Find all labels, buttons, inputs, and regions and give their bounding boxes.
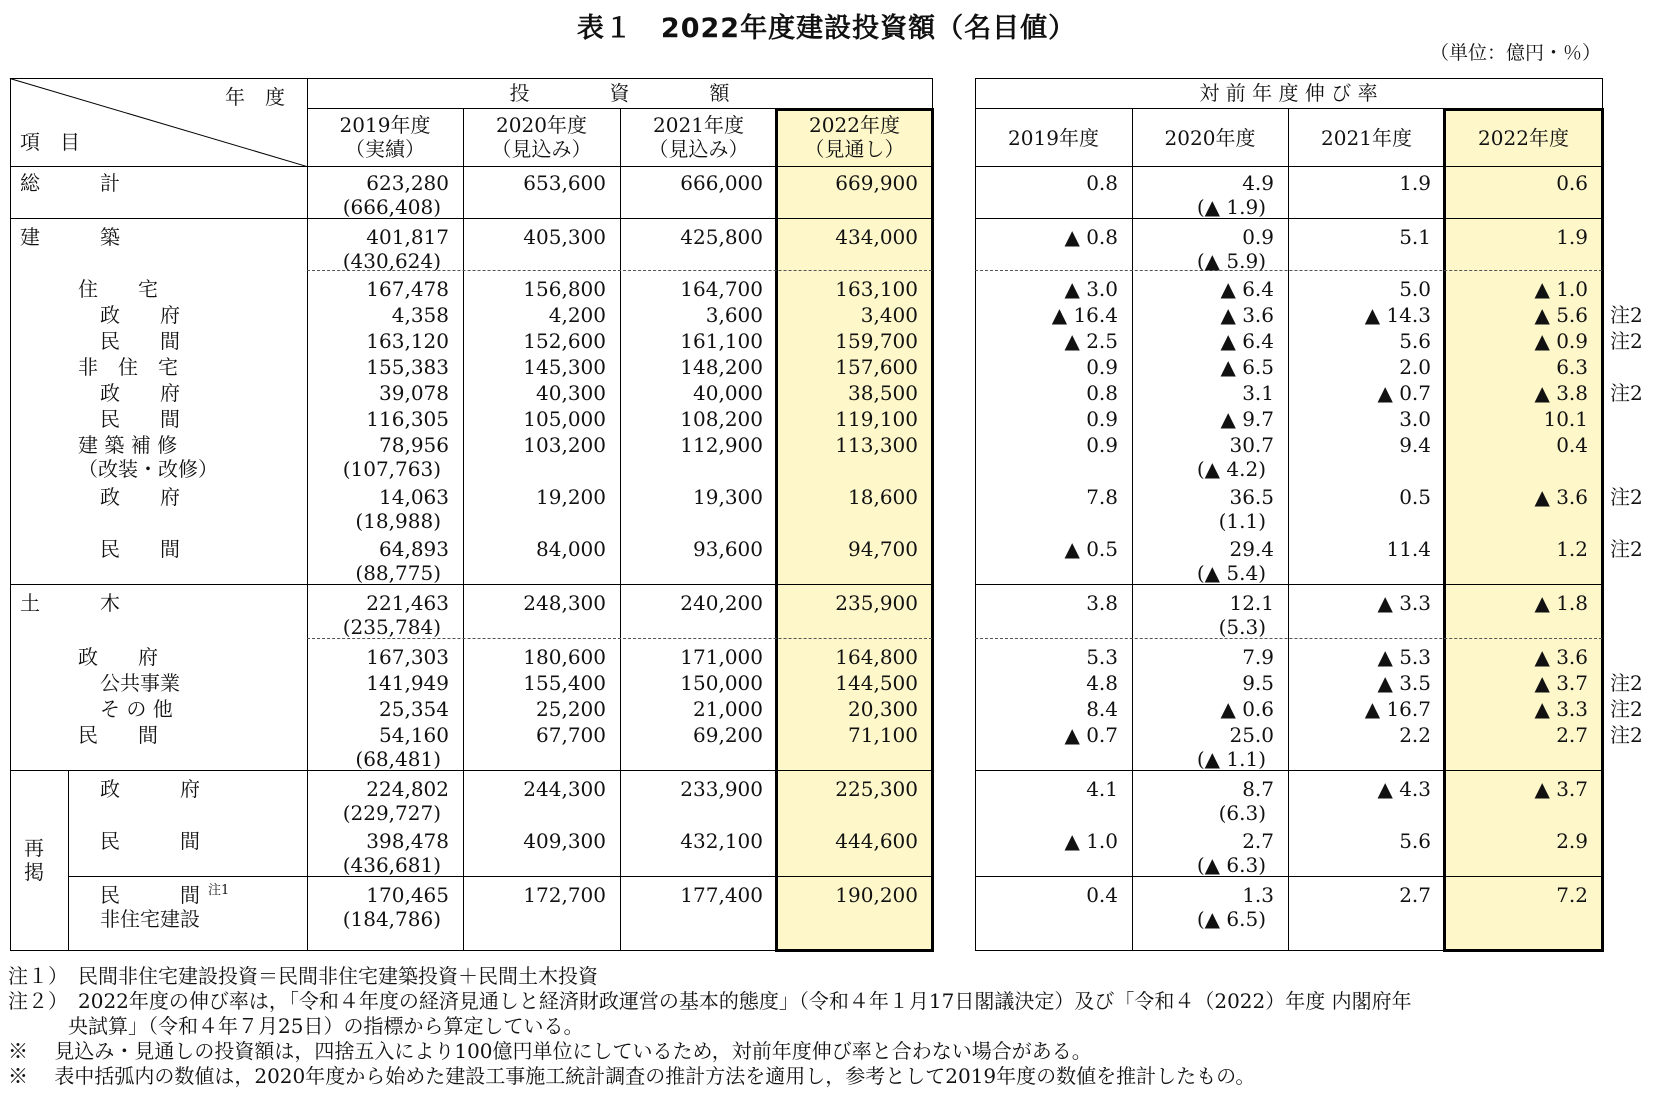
row-rate: 30.7 [1229, 433, 1274, 457]
row-value-ref: (88,775) [355, 561, 441, 585]
row-value: 144,500 [835, 671, 918, 695]
row-label: 民 間 [100, 829, 200, 853]
row-note: 注2 [1610, 697, 1643, 721]
row-rate: ▲ 3.8 [1534, 381, 1588, 405]
row-value: 157,600 [835, 355, 918, 379]
note-2: 注２） 2022年度の伸び率は，「令和４年度の経済見通しと経済財政運営の基本的態度」（令和４年１月17日閣議決定）及び「令和４（2022）年度 内閣府年 [8, 989, 1412, 1013]
row-rate-ref: (▲ 6.5) [1196, 907, 1266, 931]
row-label-note: 注1 [208, 883, 230, 898]
row-rate: 12.1 [1229, 591, 1274, 615]
header-type-0: （実績） [345, 137, 425, 161]
row-rate: ▲ 1.8 [1534, 591, 1588, 615]
row-sublabel: （改装・改修） [78, 457, 218, 481]
row-rate: 1.3 [1242, 883, 1274, 907]
row-rate-ref: (▲ 1.1) [1196, 747, 1266, 771]
row-rate: 2.7 [1556, 723, 1588, 747]
row-value: 405,300 [523, 225, 606, 249]
row-rate: 3.0 [1399, 407, 1431, 431]
row-rate: 2.2 [1399, 723, 1431, 747]
row-rate: ▲ 9.7 [1220, 407, 1274, 431]
row-rate: 0.9 [1242, 225, 1274, 249]
rate-left-border [975, 78, 976, 950]
row-value: 67,700 [536, 723, 606, 747]
row-value: 669,900 [835, 171, 918, 195]
row-rate: ▲ 14.3 [1364, 303, 1431, 327]
row-rate: 0.6 [1556, 171, 1588, 195]
row-value-ref: (18,988) [355, 509, 441, 533]
row-rate: ▲ 16.4 [1051, 303, 1118, 327]
dashed-separator [975, 638, 1602, 639]
row-rate: ▲ 3.0 [1064, 277, 1118, 301]
row-rate-ref: (▲ 5.9) [1196, 249, 1266, 273]
row-rate: 1.9 [1399, 171, 1431, 195]
rate-group-separator [975, 218, 1602, 219]
row-label: 民 間 [100, 329, 180, 353]
row-value: 172,700 [523, 883, 606, 907]
rate-header-year-0: 2019年度 [1008, 126, 1099, 150]
row-value: 167,478 [366, 277, 449, 301]
row-value-ref: (107,763) [342, 457, 441, 481]
row-rate: 1.9 [1556, 225, 1588, 249]
row-value: 409,300 [523, 829, 606, 853]
row-value: 623,280 [366, 171, 449, 195]
row-value: 21,000 [693, 697, 763, 721]
row-value: 233,900 [680, 777, 763, 801]
row-rate: 10.1 [1543, 407, 1588, 431]
row-value: 3,400 [860, 303, 918, 327]
row-rate: 2.0 [1399, 355, 1431, 379]
row-value: 40,000 [693, 381, 763, 405]
row-value: 4,358 [391, 303, 449, 327]
row-value: 113,300 [835, 433, 918, 457]
row-rate: ▲ 0.7 [1064, 723, 1118, 747]
row-rate: ▲ 3.7 [1534, 671, 1588, 695]
row-note: 注2 [1610, 303, 1643, 327]
row-value: 39,078 [379, 381, 449, 405]
row-value: 155,383 [366, 355, 449, 379]
row-value: 190,200 [835, 883, 918, 907]
row-value: 401,817 [366, 225, 449, 249]
row-label: 政 府 [100, 381, 180, 405]
row-value: 14,063 [379, 485, 449, 509]
row-value: 224,802 [366, 777, 449, 801]
row-value: 225,300 [835, 777, 918, 801]
header-year-1: 2020年度 [496, 113, 587, 137]
row-value: 221,463 [366, 591, 449, 615]
row-label: 民 間 [100, 407, 180, 431]
row-note: 注2 [1610, 381, 1643, 405]
table-top-border [10, 78, 932, 79]
row-rate: ▲ 0.6 [1220, 697, 1274, 721]
row-value: 19,300 [693, 485, 763, 509]
row-value: 40,300 [536, 381, 606, 405]
row-rate: 3.1 [1242, 381, 1274, 405]
header-toushi: 投 資 額 [509, 81, 730, 105]
row-rate: 11.4 [1386, 537, 1431, 561]
row-value: 150,000 [680, 671, 763, 695]
row-rate: ▲ 0.5 [1064, 537, 1118, 561]
row-value: 163,100 [835, 277, 918, 301]
row-value: 25,354 [379, 697, 449, 721]
row-rate: 4.9 [1242, 171, 1274, 195]
row-value: 170,465 [366, 883, 449, 907]
row-value: 54,160 [379, 723, 449, 747]
row-value: 159,700 [835, 329, 918, 353]
row-value: 425,800 [680, 225, 763, 249]
row-value: 434,000 [835, 225, 918, 249]
row-rate: 4.1 [1086, 777, 1118, 801]
row-rate: ▲ 16.7 [1364, 697, 1431, 721]
row-rate: 1.2 [1556, 537, 1588, 561]
row-value-ref: (229,727) [342, 801, 441, 825]
row-note: 注2 [1610, 723, 1643, 747]
row-label: 建 築 [20, 225, 120, 249]
row-rate: 5.0 [1399, 277, 1431, 301]
group-separator [68, 876, 932, 877]
row-rate: ▲ 6.5 [1220, 355, 1274, 379]
row-value: 180,600 [523, 645, 606, 669]
header-nobi: 対 前 年 度 伸 び 率 [1199, 81, 1378, 105]
header-type-2: （見込み） [648, 137, 749, 161]
row-rate: 0.9 [1086, 355, 1118, 379]
row-rate: ▲ 3.6 [1534, 485, 1588, 509]
row-value: 156,800 [523, 277, 606, 301]
row-rate-ref: (▲ 1.9) [1196, 195, 1266, 219]
row-note: 注2 [1610, 537, 1643, 561]
header-year-3: 2022年度 [809, 113, 900, 137]
row-rate: ▲ 6.4 [1220, 277, 1274, 301]
header-type-3: （見通し） [804, 137, 905, 161]
row-rate: 9.5 [1242, 671, 1274, 695]
row-note: 注2 [1610, 485, 1643, 509]
row-label: 民 間 [100, 537, 180, 561]
row-label: 政 府 [100, 303, 180, 327]
row-value: 112,900 [680, 433, 763, 457]
row-value: 398,478 [366, 829, 449, 853]
row-label: 政 府 [78, 645, 158, 669]
row-rate: ▲ 3.7 [1534, 777, 1588, 801]
row-value: 164,700 [680, 277, 763, 301]
row-value: 653,600 [523, 171, 606, 195]
row-rate: 4.8 [1086, 671, 1118, 695]
row-label: そ の 他 [100, 697, 173, 721]
row-rate: 2.7 [1242, 829, 1274, 853]
row-rate: ▲ 2.5 [1064, 329, 1118, 353]
row-value-ref: (184,786) [342, 907, 441, 931]
row-rate: ▲ 0.8 [1064, 225, 1118, 249]
saikei-column-border [68, 770, 69, 950]
row-value: 177,400 [680, 883, 763, 907]
row-rate-ref: (1.1) [1218, 509, 1266, 533]
row-value: 116,305 [366, 407, 449, 431]
row-value: 105,000 [523, 407, 606, 431]
rate-header-year-3: 2022年度 [1478, 126, 1569, 150]
row-value: 93,600 [693, 537, 763, 561]
row-label: 政 府 [100, 485, 180, 509]
row-rate: ▲ 0.9 [1534, 329, 1588, 353]
row-rate-ref: (▲ 4.2) [1196, 457, 1266, 481]
row-label: 建 築 補 修 [78, 433, 178, 457]
rate-header-year-1: 2020年度 [1164, 126, 1256, 150]
row-rate: 3.8 [1086, 591, 1118, 615]
row-value: 161,100 [680, 329, 763, 353]
rate-group-separator [975, 770, 1602, 771]
row-value: 119,100 [835, 407, 918, 431]
row-rate: 0.8 [1086, 171, 1118, 195]
row-rate: ▲ 0.7 [1377, 381, 1431, 405]
row-rate: ▲ 3.6 [1534, 645, 1588, 669]
row-value: 666,000 [680, 171, 763, 195]
header-type-1: （見込み） [491, 137, 592, 161]
row-rate-ref: (6.3) [1218, 801, 1266, 825]
dashed-separator [975, 270, 1602, 271]
row-rate: 5.1 [1399, 225, 1431, 249]
row-value: 20,300 [848, 697, 918, 721]
row-rate-ref: (5.3) [1218, 615, 1266, 639]
group-separator [10, 218, 932, 219]
row-label: 民 間 [78, 723, 158, 747]
row-rate: 7.9 [1242, 645, 1274, 669]
row-rate: 8.4 [1086, 697, 1118, 721]
header-year-0: 2019年度 [339, 113, 431, 137]
row-rate: ▲ 3.6 [1220, 303, 1274, 327]
row-value: 152,600 [523, 329, 606, 353]
row-value: 71,100 [848, 723, 918, 747]
header-nendo: 年 度 [225, 85, 285, 109]
row-label: 民 間 [100, 883, 200, 907]
header-koumoku: 項 目 [20, 130, 80, 154]
row-rate: 2.7 [1399, 883, 1431, 907]
group-separator [10, 770, 932, 771]
row-value: 18,600 [848, 485, 918, 509]
row-rate: ▲ 6.4 [1220, 329, 1274, 353]
row-rate: ▲ 3.5 [1377, 671, 1431, 695]
row-rate: 5.3 [1086, 645, 1118, 669]
row-label: 総 計 [20, 171, 120, 195]
rate-group-separator [975, 584, 1602, 585]
row-value-ref: (430,624) [342, 249, 441, 273]
row-rate: 7.8 [1086, 485, 1118, 509]
note-2-cont: 央試算」（令和４年７月25日）の指標から算定している。 [8, 1014, 584, 1038]
row-value: 248,300 [523, 591, 606, 615]
row-value: 167,303 [366, 645, 449, 669]
row-value: 240,200 [680, 591, 763, 615]
row-value: 19,200 [536, 485, 606, 509]
row-label: 公共事業 [100, 671, 180, 695]
row-rate: ▲ 4.3 [1377, 777, 1431, 801]
row-rate: 2.9 [1556, 829, 1588, 853]
row-value: 148,200 [680, 355, 763, 379]
row-value: 4,200 [548, 303, 606, 327]
row-rate-ref: (▲ 5.4) [1196, 561, 1266, 585]
row-value-ref: (436,681) [342, 853, 441, 877]
row-rate: 5.6 [1399, 829, 1431, 853]
note-4: ※ 表中括弧内の数値は，2020年度から始めた建設工事施工統計調査の推計方法を適用し，参考として2019年度の数値を推計したもの。 [8, 1064, 1256, 1088]
row-rate: 8.7 [1242, 777, 1274, 801]
row-value: 64,893 [379, 537, 449, 561]
row-value: 155,400 [523, 671, 606, 695]
row-rate: 25.0 [1229, 723, 1274, 747]
row-value: 432,100 [680, 829, 763, 853]
row-sublabel: 非住宅建設 [100, 907, 200, 931]
row-rate: 5.6 [1399, 329, 1431, 353]
row-rate: 36.5 [1229, 485, 1274, 509]
row-rate: ▲ 5.6 [1534, 303, 1588, 327]
row-rate: 29.4 [1229, 537, 1274, 561]
row-rate: 0.4 [1556, 433, 1588, 457]
row-value: 108,200 [680, 407, 763, 431]
row-value: 444,600 [835, 829, 918, 853]
row-note: 注2 [1610, 329, 1643, 353]
row-rate: ▲ 3.3 [1377, 591, 1431, 615]
row-label: 住 宅 [78, 277, 158, 301]
row-value: 78,956 [379, 433, 449, 457]
row-note: 注2 [1610, 671, 1643, 695]
row-rate: 0.8 [1086, 381, 1118, 405]
row-rate: ▲ 3.3 [1534, 697, 1588, 721]
row-value: 171,000 [680, 645, 763, 669]
header-year-2: 2021年度 [653, 113, 744, 137]
row-rate: 9.4 [1399, 433, 1431, 457]
row-value: 3,600 [705, 303, 763, 327]
row-label: 土 木 [20, 591, 120, 615]
row-rate: 0.5 [1399, 485, 1431, 509]
row-value-ref: (235,784) [342, 615, 441, 639]
row-value: 235,900 [835, 591, 918, 615]
note-3: ※ 見込み・見通しの投資額は，四捨五入により100億円単位にしているため，対前年度伸び率と合わない場合がある。 [8, 1039, 1092, 1063]
group-separator [10, 584, 932, 585]
rate-group-separator [975, 876, 1602, 877]
row-label: 政 府 [100, 777, 200, 801]
row-value: 38,500 [848, 381, 918, 405]
row-rate: ▲ 5.3 [1377, 645, 1431, 669]
row-value: 103,200 [523, 433, 606, 457]
row-label: 非 住 宅 [78, 355, 178, 379]
row-value-ref: (68,481) [355, 747, 441, 771]
row-rate: 0.4 [1086, 883, 1118, 907]
row-value-ref: (666,408) [342, 195, 441, 219]
page-title: 表１ 2022年度建設投資額（名目値） [576, 13, 1077, 44]
saikei-label: 再 掲 [24, 836, 44, 884]
row-value: 145,300 [523, 355, 606, 379]
row-value: 164,800 [835, 645, 918, 669]
row-value: 25,200 [536, 697, 606, 721]
row-rate: 0.9 [1086, 407, 1118, 431]
row-rate: 6.3 [1556, 355, 1588, 379]
row-value: 94,700 [848, 537, 918, 561]
row-rate: 0.9 [1086, 433, 1118, 457]
row-rate: ▲ 1.0 [1534, 277, 1588, 301]
row-value: 244,300 [523, 777, 606, 801]
row-value: 163,120 [366, 329, 449, 353]
row-rate-ref: (▲ 6.3) [1196, 853, 1266, 877]
table-left-border [10, 78, 11, 950]
row-value: 69,200 [693, 723, 763, 747]
row-rate: 7.2 [1556, 883, 1588, 907]
row-rate: ▲ 1.0 [1064, 829, 1118, 853]
row-value: 84,000 [536, 537, 606, 561]
rate-top-border [975, 78, 1602, 79]
unit-label: （単位：億円・％） [1429, 42, 1601, 64]
note-1: 注１） 民間非住宅建設投資＝民間非住宅建築投資＋民間土木投資 [8, 964, 598, 988]
rate-header-year-2: 2021年度 [1321, 126, 1412, 150]
row-value: 141,949 [366, 671, 449, 695]
